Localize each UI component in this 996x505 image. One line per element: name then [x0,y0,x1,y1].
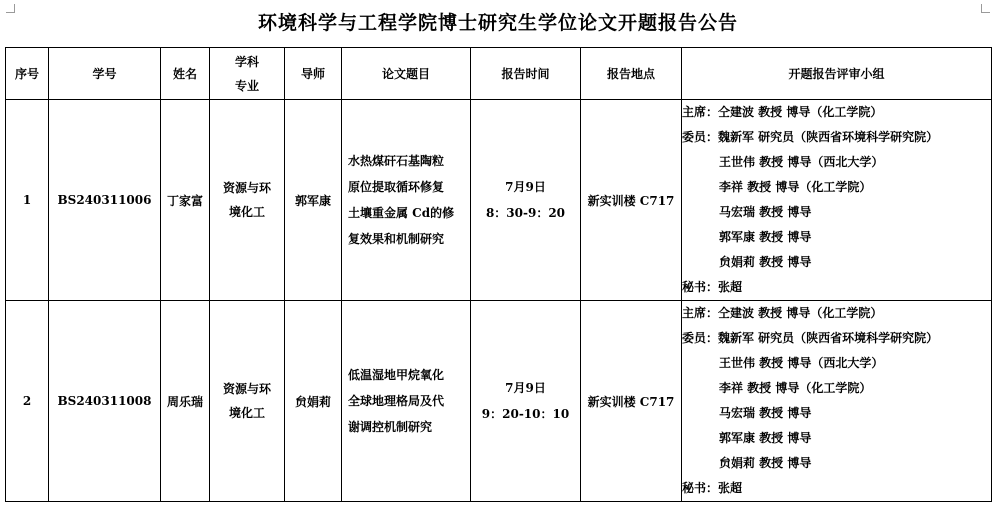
thesis-line: 原位提取循环修复 [348,180,445,194]
thesis-line: 全球地理格局及代 [348,394,445,408]
cell-advisor: 郭军康 [285,100,342,301]
committee-member: 王世伟 教授 博导（西北大学） [719,155,884,169]
cell-time [471,100,581,301]
header-student-id: 学号 [49,48,161,100]
committee-member: 委员：魏新军 研究员（陕西省环境科学研究院） [682,130,939,144]
committee-member: 贠娟莉 教授 博导 [719,255,812,269]
committee-member: 李祥 教授 博导（化工学院） [719,381,872,395]
cell-thesis [342,301,471,502]
header-major [210,48,285,100]
header-advisor: 导师 [285,48,342,100]
thesis-line: 低温湿地甲烷氧化 [348,368,445,382]
cell-committee [682,100,992,301]
cell-time [471,301,581,502]
cell-major [210,100,285,301]
committee-secretary: 秘书：张超 [682,280,743,294]
thesis-line: 土壤重金属 Cd的修 [348,206,455,220]
header-time: 报告时间 [471,48,581,100]
cell-major-line2: 境化工 [228,205,265,219]
page-title: 环境科学与工程学院博士研究生学位论文开题报告公告 [257,12,738,34]
header-name: 姓名 [161,48,210,100]
committee-member: 王世伟 教授 博导（西北大学） [719,356,884,370]
committee-member: 马宏瑞 教授 博导 [719,406,812,420]
report-date: 7月9日 [505,180,546,194]
cell-location: 新实训楼 C717 [581,100,682,301]
committee-chair: 主席：仝建波 教授 博导（化工学院） [682,105,883,119]
cell-major-line1: 资源与环 [222,382,271,396]
cell-major [210,301,285,502]
committee-member: 马宏瑞 教授 博导 [719,205,812,219]
report-date: 7月9日 [505,381,546,395]
committee-member: 郭军康 教授 博导 [719,230,812,244]
committee-member: 李祥 教授 博导（化工学院） [719,180,872,194]
cell-student-id: BS240311008 [49,301,161,502]
report-time-range: 8：30-9：20 [485,206,566,220]
header-location: 报告地点 [581,48,682,100]
committee-member: 郭军康 教授 博导 [719,431,812,445]
cell-committee [682,301,992,502]
announcement-table [5,47,992,502]
table-row [6,100,992,301]
report-time-range: 9：20-10：10 [481,407,570,421]
header-thesis: 论文题目 [342,48,471,100]
header-major-line2: 专业 [234,78,259,93]
committee-member: 委员：魏新军 研究员（陕西省环境科学研究院） [682,331,939,345]
thesis-line: 水热煤矸石基陶粒 [348,154,445,168]
header-major-line1: 学科 [234,54,259,69]
header-index: 序号 [6,48,49,100]
thesis-line: 复效果和机制研究 [348,232,445,246]
cell-student-id: BS240311006 [49,100,161,301]
cell-name: 周乐瑞 [161,301,210,502]
cell-major-line1: 资源与环 [222,181,271,195]
table-header-row [6,48,992,100]
cell-thesis [342,100,471,301]
cell-index: 1 [6,100,49,301]
committee-chair: 主席：仝建波 教授 博导（化工学院） [682,306,883,320]
cell-name: 丁家富 [161,100,210,301]
header-committee: 开题报告评审小组 [682,48,992,100]
cell-index: 2 [6,301,49,502]
cell-advisor: 贠娟莉 [285,301,342,502]
committee-member: 贠娟莉 教授 博导 [719,456,812,470]
committee-secretary: 秘书：张超 [682,481,743,495]
cell-location: 新实训楼 C717 [581,301,682,502]
thesis-line: 谢调控机制研究 [348,420,433,434]
cell-major-line2: 境化工 [228,406,265,420]
table-row [6,301,992,502]
